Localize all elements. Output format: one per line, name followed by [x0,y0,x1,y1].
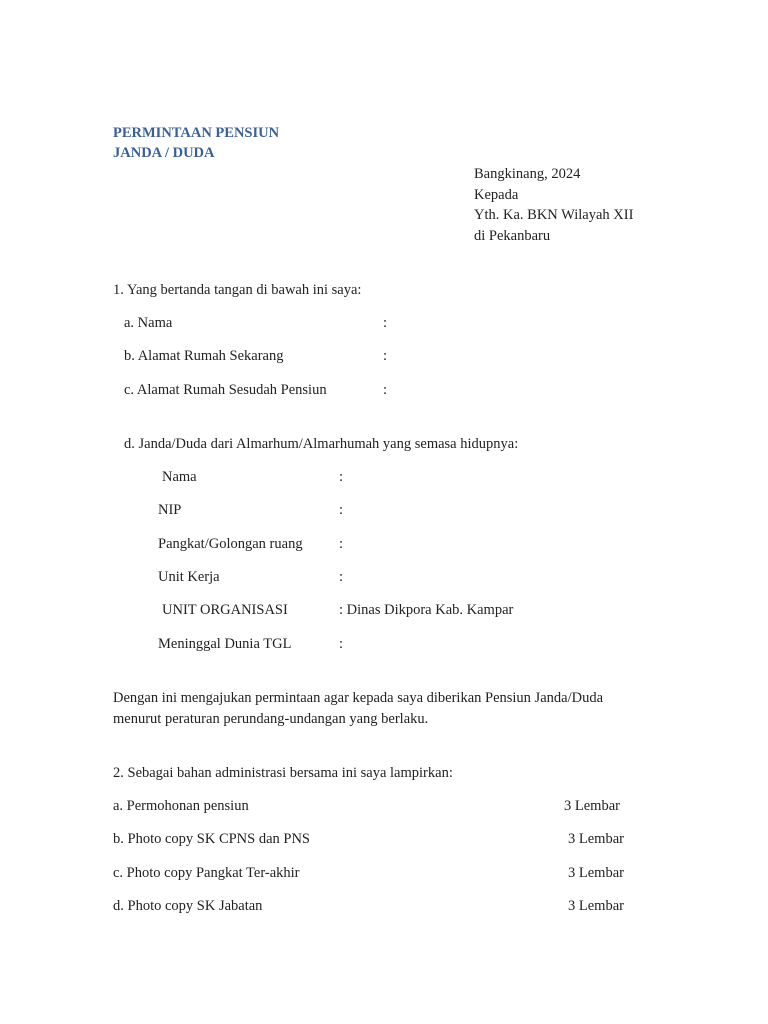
deceased-label-nama: Nama [162,469,197,485]
field-label-nama: a. Nama [124,315,173,331]
attachment-label: a. Permohonan pensiun [113,798,249,814]
title-line-2: JANDA / DUDA [113,145,215,161]
place-date: Bangkinang, 2024 [474,166,581,182]
address-recipient: Yth. Ka. BKN Wilayah XII [474,207,634,223]
field-colon: : [383,315,388,331]
attachment-qty: 3 Lembar [568,865,624,881]
deceased-label-nip: NIP [158,502,182,518]
field-colon: : [383,348,388,364]
deceased-label-unit-kerja: Unit Kerja [158,569,220,585]
address-location: di Pekanbaru [474,228,551,244]
deceased-value-meninggal: : [339,636,344,652]
address-to: Kepada [474,187,519,203]
title-line-1: PERMINTAAN PENSIUN [113,125,280,141]
deceased-label-meninggal: Meninggal Dunia TGL [158,636,292,652]
attachment-qty: 3 Lembar [564,798,620,814]
attachment-qty: 3 Lembar [568,898,624,914]
deceased-label-unit-organisasi: UNIT ORGANISASI [162,602,288,618]
deceased-label-pangkat: Pangkat/Golongan ruang [158,536,303,552]
deceased-value-unit-kerja: : [339,569,344,585]
deceased-value-pangkat: : [339,536,344,552]
section1-heading: 1. Yang bertanda tangan di bawah ini saya: [113,282,362,298]
field-label-alamat-sesudah: c. Alamat Rumah Sesudah Pensiun [124,382,327,398]
attachment-label: d. Photo copy SK Jabatan [113,898,263,914]
request-text-line-1: Dengan ini mengajukan permintaan agar kepada saya diberikan Pensiun Janda/Duda [113,690,604,706]
attachment-label: b. Photo copy SK CPNS dan PNS [113,831,310,847]
field-colon: : [383,382,388,398]
field-label-alamat-sekarang: b. Alamat Rumah Sekarang [124,348,284,364]
section2-heading: 2. Sebagai bahan administrasi bersama ini saya lampirkan: [113,765,453,781]
deceased-value-nama: : [339,469,344,485]
attachment-qty: 3 Lembar [568,831,624,847]
deceased-value-unit-organisasi: : Dinas Dikpora Kab. Kampar [339,602,514,618]
attachment-label: c. Photo copy Pangkat Ter-akhir [113,865,300,881]
deceased-value-nip: : [339,502,344,518]
request-text-line-2: menurut peraturan perundang-undangan yang berlaku. [113,711,429,727]
deceased-heading: d. Janda/Duda dari Almarhum/Almarhumah yang semasa hidupnya: [124,436,519,452]
